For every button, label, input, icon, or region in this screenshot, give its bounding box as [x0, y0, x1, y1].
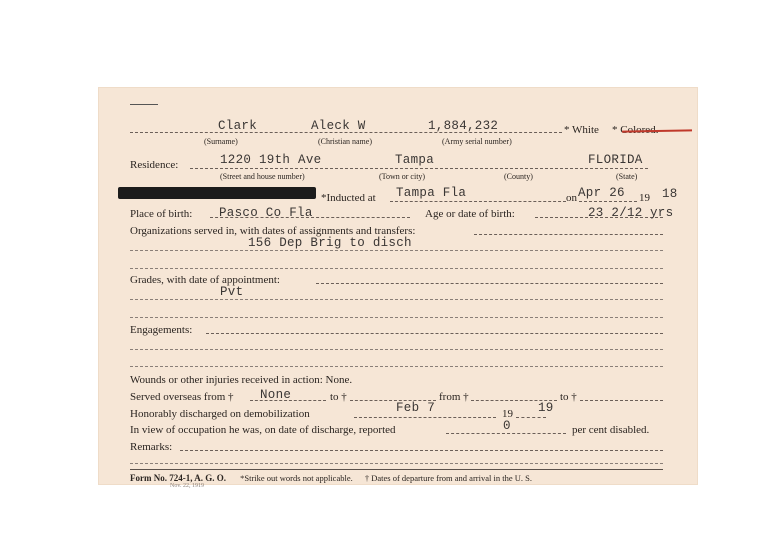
remarks-line-2 [130, 463, 663, 464]
to-label-2: to † [560, 391, 577, 403]
induction-date-line [579, 201, 637, 202]
footer-text [130, 473, 532, 483]
engagements-line-2 [130, 349, 663, 350]
christian-name: Aleck W [311, 119, 366, 133]
form-number: Form No. 724-1, A. G. O. [130, 473, 226, 483]
footer-rule [130, 469, 663, 470]
place-of-birth-label: Place of birth: [130, 208, 193, 220]
grades-line-1 [316, 283, 663, 284]
age-value: 23 2/12 [588, 206, 643, 220]
residence-state: FLORIDA [588, 153, 643, 167]
grades-label: Grades, with date of appointment: [130, 274, 280, 286]
dates-note: † Dates of departure from and arrival in the U. S. [364, 473, 532, 483]
white-label: * White [564, 124, 599, 136]
discharge-year: 19 [538, 401, 554, 415]
inducted-label: *Inducted at [321, 192, 376, 204]
residence-line [190, 168, 648, 169]
discharge-year-line [516, 417, 546, 418]
caption-state: (State) [616, 172, 638, 181]
caption-county: (County) [504, 172, 533, 181]
remarks-line-1 [180, 450, 663, 451]
redaction-bar [118, 187, 316, 199]
engagements-label: Engagements: [130, 324, 193, 336]
age-unit: yrs [650, 206, 674, 220]
organizations-label: Organizations served in, with dates of assignments and transfers: [130, 225, 416, 237]
induction-date: Apr 26 [578, 186, 625, 200]
served-overseas-label: Served overseas from † [130, 391, 234, 403]
discharge-year-prefix: 19 [502, 408, 513, 420]
residence-label: Residence: [130, 159, 179, 171]
served-to-line-2 [580, 400, 663, 401]
to-label-1: to † [330, 391, 347, 403]
strike-note: *Strike out words not applicable. [240, 473, 353, 483]
residence-street: 1220 19th Ave [220, 153, 322, 167]
residence-town: Tampa [395, 153, 435, 167]
induction-year-prefix: 19 [639, 192, 650, 204]
organizations-line-2 [130, 250, 663, 251]
remarks-label: Remarks: [130, 441, 173, 453]
place-of-birth: Pasco Co Fla [219, 206, 313, 220]
served-overseas-from: None [260, 388, 292, 402]
surname: Clark [218, 119, 258, 133]
serial-number: 1,884,232 [428, 119, 499, 133]
caption-surname: (Surname) [204, 137, 238, 146]
in-view-label: In view of occupation he was, on date of discharge, reported [130, 424, 396, 436]
discharge-date: Feb 7 [396, 401, 436, 415]
organizations-line-1 [474, 234, 663, 235]
organization-entry: 156 Dep Brig to disch [248, 236, 412, 250]
engagements-line-1 [206, 333, 663, 334]
honorably-discharged-label: Honorably discharged on demobilization [130, 408, 310, 420]
inducted-line [390, 201, 566, 202]
top-rule [130, 104, 158, 105]
on-label: on [566, 192, 577, 204]
organizations-line-3 [130, 268, 663, 269]
form-sub: Nov. 22, 1919 [170, 483, 204, 489]
caption-serial: (Army serial number) [442, 137, 512, 146]
caption-town: (Town or city) [379, 172, 426, 181]
colored-label: * Colored. [612, 124, 659, 136]
caption-christian-name: (Christian name) [318, 137, 372, 146]
caption-street: (Street and house number) [220, 172, 305, 181]
grades-line-2 [130, 299, 663, 300]
grade-entry: Pvt [220, 285, 244, 299]
percent-disabled-label: per cent disabled. [572, 424, 650, 436]
induction-year: 18 [662, 187, 678, 201]
service-record-card [98, 87, 698, 489]
inducted-place: Tampa Fla [396, 186, 467, 200]
percent-disabled-value: 0 [503, 419, 511, 433]
percent-line [446, 433, 566, 434]
from-label: from † [439, 391, 469, 403]
grades-line-3 [130, 317, 663, 318]
age-label: Age or date of birth: [425, 208, 515, 220]
engagements-line-3 [130, 366, 663, 367]
discharge-date-line [354, 417, 496, 418]
wounds-label: Wounds or other injuries received in action: None. [130, 374, 353, 386]
